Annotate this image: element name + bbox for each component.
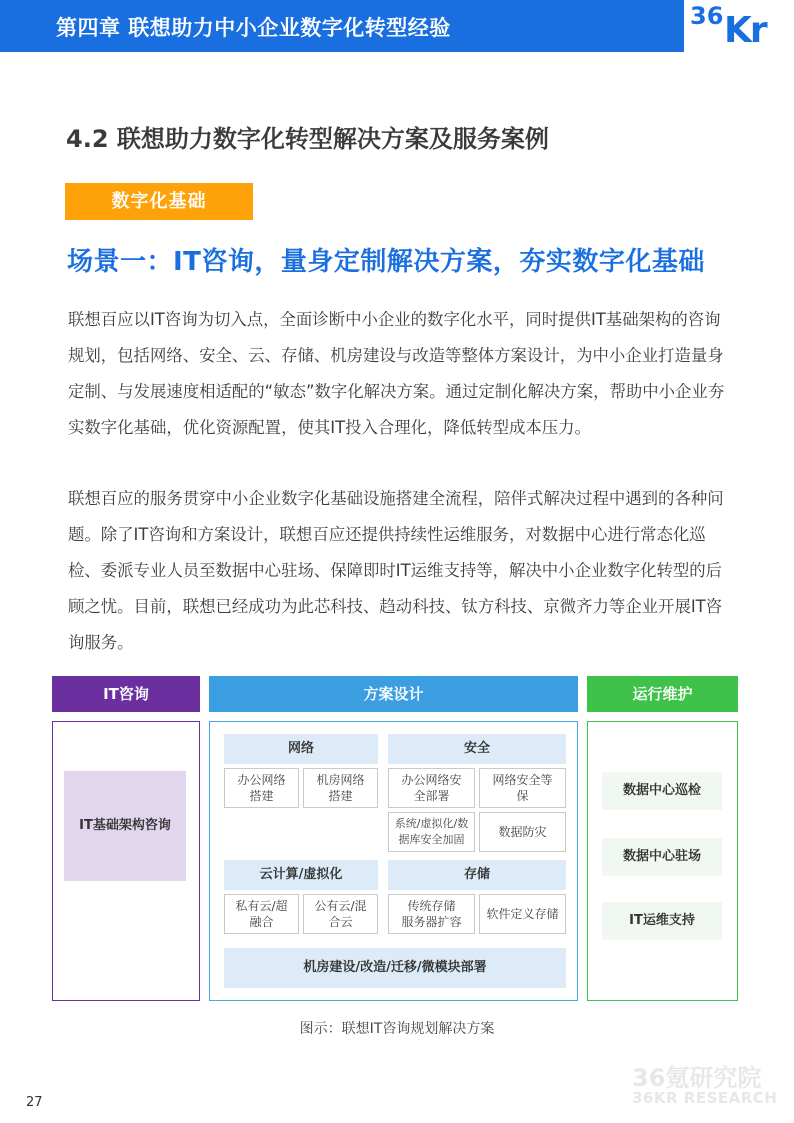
- datacenter-onsite: 数据中心驻场: [602, 838, 722, 876]
- it-infrastructure-consult: IT基础架构咨询: [64, 771, 186, 881]
- private-cloud: 私有云/超 融合: [224, 894, 299, 934]
- security-title: 安全: [388, 734, 566, 764]
- system-security-hardening: 系统/虚拟化/数 据库安全加固: [388, 812, 475, 852]
- traditional-storage: 传统存储 服务器扩容: [388, 894, 475, 934]
- network-security-protection: 网络安全等 保: [479, 768, 566, 808]
- operations-box: [587, 721, 738, 1001]
- datacenter-network-setup: 机房网络 搭建: [303, 768, 378, 808]
- datacenter-build-title: 机房建设/改造/迁移/微模块部署: [224, 948, 566, 988]
- chapter-header: [0, 0, 794, 52]
- watermark-en: 36KR RESEARCH: [632, 1089, 778, 1107]
- scene-title: 场景一：IT咨询，量身定制解决方案，夯实数字化基础: [67, 247, 705, 277]
- 36kr-logo: [684, 0, 794, 52]
- network-title: 网络: [224, 734, 378, 764]
- section-title: 4.2 联想助力数字化转型解决方案及服务案例: [66, 125, 549, 153]
- chapter-title: 第四章 联想助力中小企业数字化转型经验: [56, 16, 451, 40]
- figure-caption: 图示：联想IT咨询规划解决方案: [299, 1021, 495, 1037]
- page-number: 27: [26, 1095, 43, 1110]
- category-tag: 数字化基础: [65, 183, 253, 220]
- logo-letters: Kr: [724, 10, 766, 51]
- it-consult-header: IT咨询: [52, 676, 200, 712]
- data-disaster-recovery: 数据防灾: [479, 812, 566, 852]
- datacenter-inspection: 数据中心巡检: [602, 772, 722, 810]
- it-ops-support: IT运维支持: [602, 902, 722, 940]
- operations-header: 运行维护: [587, 676, 738, 712]
- it-consult-box: [52, 721, 200, 1001]
- watermark-cn: 36氪研究院: [632, 1064, 762, 1092]
- body-paragraph-2: 联想百应的服务贯穿中小企业数字化基础设施搭建全流程，陪伴式解决过程中遇到的各种问题。除了IT咨询和方案设计，联想百应还提供持续性运维服务，对数据中心进行常态化巡检、委派专业人员至数据中心驻场、保障即时IT运维支持等，解决中小企业数字化转型的后顾之忧。目前，联想已经成功为此芯科技、趋动科技、钛方科技、京微齐力等企业开展IT咨询服务。: [68, 489, 724, 652]
- logo-number: 36: [690, 2, 724, 30]
- solution-design-header: 方案设计: [209, 676, 578, 712]
- cloud-title: 云计算/虚拟化: [224, 860, 378, 890]
- office-network-security: 办公网络安 全部署: [388, 768, 475, 808]
- storage-title: 存储: [388, 860, 566, 890]
- public-cloud: 公有云/混 合云: [303, 894, 378, 934]
- office-network-setup: 办公网络 搭建: [224, 768, 299, 808]
- software-defined-storage: 软件定义存储: [479, 894, 566, 934]
- body-paragraph-1: 联想百应以IT咨询为切入点，全面诊断中小企业的数字化水平，同时提供IT基础架构的咨询规划，包括网络、安全、云、存储、机房建设与改造等整体方案设计，为中小企业打造量身定制、与发展速度相适配的“敏态”数字化解决方案。通过定制化解决方案，帮助中小企业夯实数字化基础，优化资源配置，使其IT投入合理化，降低转型成本压力。: [68, 310, 725, 437]
